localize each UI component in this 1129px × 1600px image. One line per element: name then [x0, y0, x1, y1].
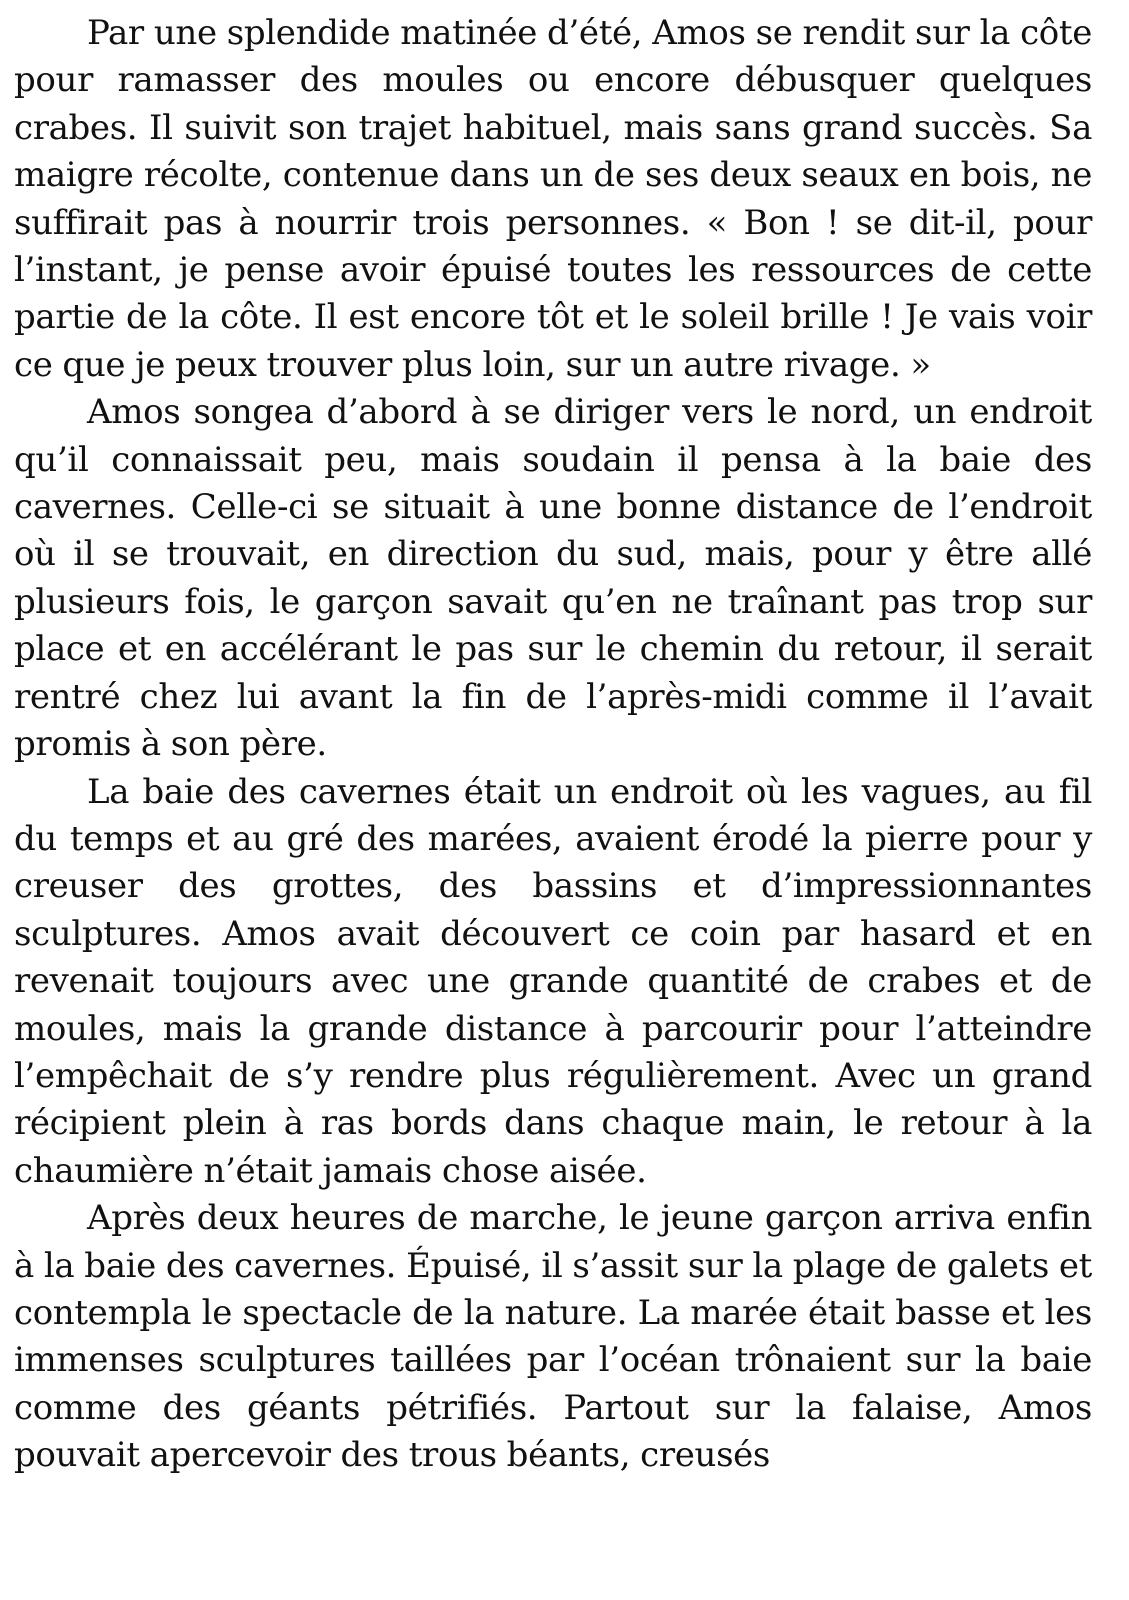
- document-page: [14, 10, 1092, 1480]
- paragraph-2: Amos songea d’abord à se diriger vers le nord, un endroit qu’il connaissait peu, mais soudain il pensa à la baie des cavernes. Celle-ci se situait à une bonne distance de l’endroit où il se trouvait, en direction du sud, mais, pour y être allé plusieurs fois, le garçon savait qu’en ne traînant pas trop sur place et en accélérant le pas sur le chemin du retour, il serait rentré chez lui avant la fin de l’après-midi comme il l’avait promis à son père.: [14, 392, 1092, 765]
- paragraph-3: La baie des cavernes était un endroit où les vagues, au fil du temps et au gré des marées, avaient érodé la pierre pour y creuser des grottes, des bassins et d’impressionnantes sculptures. Amos avait découvert ce coin par hasard et en revenait toujours avec une grande quantité de crabes et de moules, mais la grande distance à parcourir pour l’atteindre l’empêchait de s’y rendre plus régulièrement. Avec un grand récipient plein à ras bords dans chaque main, le retour à la chaumière n’était jamais chose aisée.: [14, 771, 1092, 1191]
- paragraph-1: Par une splendide matinée d’été, Amos se rendit sur la côte pour ramasser des moules ou encore débusquer quelques crabes. Il suivit son trajet habituel, mais sans grand succès. Sa maigre récolte, contenue dans un de ses deux seaux en bois, ne suffirait pas à nourrir trois personnes. « Bon ! se dit-il, pour l’instant, je pense avoir épuisé toutes les ressources de cette partie de la côte. Il est encore tôt et le soleil brille ! Je vais voir ce que je peux trouver plus loin, sur un autre rivage. »: [14, 13, 1092, 385]
- paragraph-4: Après deux heures de marche, le jeune garçon arriva enfin à la baie des cavernes. Épuisé, il s’assit sur la plage de galets et contempla le spectacle de la nature. La marée était basse et les immenses sculptures taillées par l’océan trônaient sur la baie comme des géants pétrifiés. Partout sur la falaise, Amos pouvait apercevoir des trous béants, creusés: [14, 1198, 1092, 1476]
